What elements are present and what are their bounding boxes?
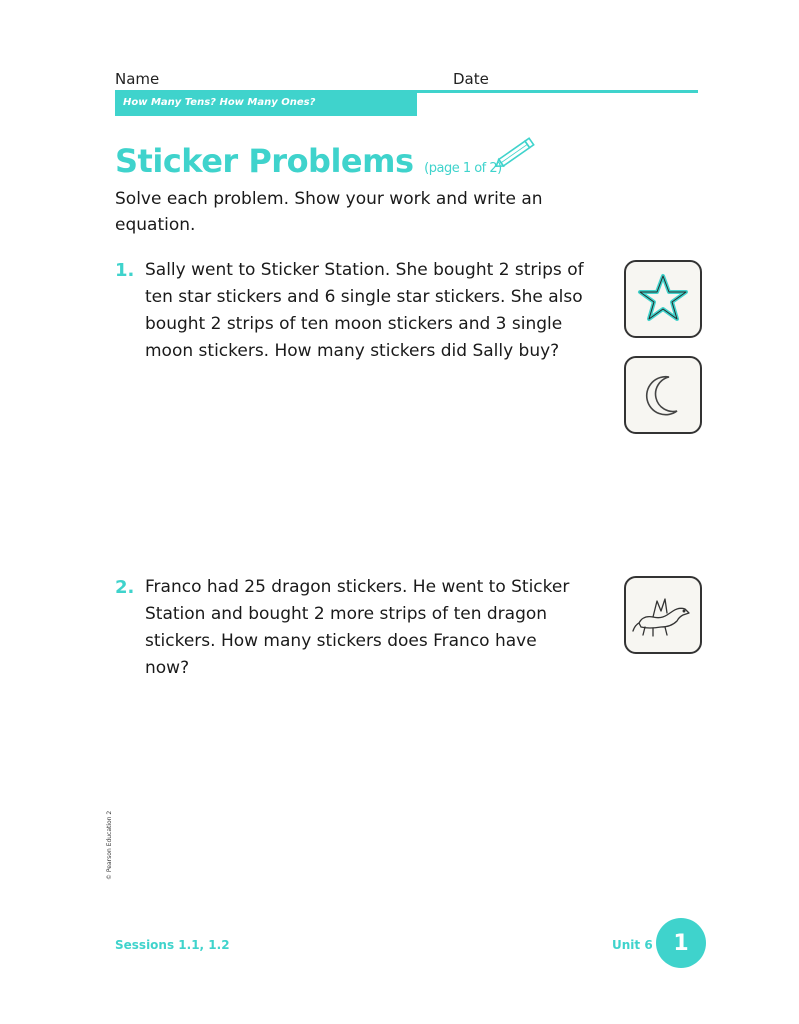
moon-sticker <box>624 356 702 434</box>
page-title-subtitle: (page 1 of 2) <box>424 161 502 176</box>
copyright-text: © Pearson Education 2 <box>106 810 113 880</box>
name-label: Name <box>115 70 160 88</box>
problem-1-text: Sally went to Sticker Station. She bought 2 strips of ten star stickers and 6 single star stickers. She also bought 2 strips of ten moon stickers and 3 single moon stickers. How many stickers did Sally buy? <box>145 260 584 361</box>
star-icon <box>635 271 691 327</box>
date-label: Date <box>453 70 489 88</box>
dragon-icon <box>631 587 695 643</box>
problem-2-number: 2. <box>115 577 135 598</box>
sessions-label: Sessions 1.1, 1.2 <box>115 938 230 952</box>
pencil-icon <box>492 135 538 171</box>
topic-banner-text: How Many Tens? How Many Ones? <box>123 97 316 108</box>
page-number: 1 <box>656 918 706 968</box>
unit-label: Unit 6 <box>612 938 653 952</box>
page-title <box>115 142 502 180</box>
dragon-sticker <box>624 576 702 654</box>
instructions: Solve each problem. Show your work and write an equation. <box>115 189 543 235</box>
star-sticker <box>624 260 702 338</box>
moon-icon <box>635 367 691 423</box>
page-title-main: Sticker Problems <box>115 142 414 180</box>
problem-1-number: 1. <box>115 260 135 281</box>
problem-2-text: Franco had 25 dragon stickers. He went to Sticker Station and bought 2 more strips of ten dragon stickers. How many stickers does Franco have now? <box>145 577 570 678</box>
